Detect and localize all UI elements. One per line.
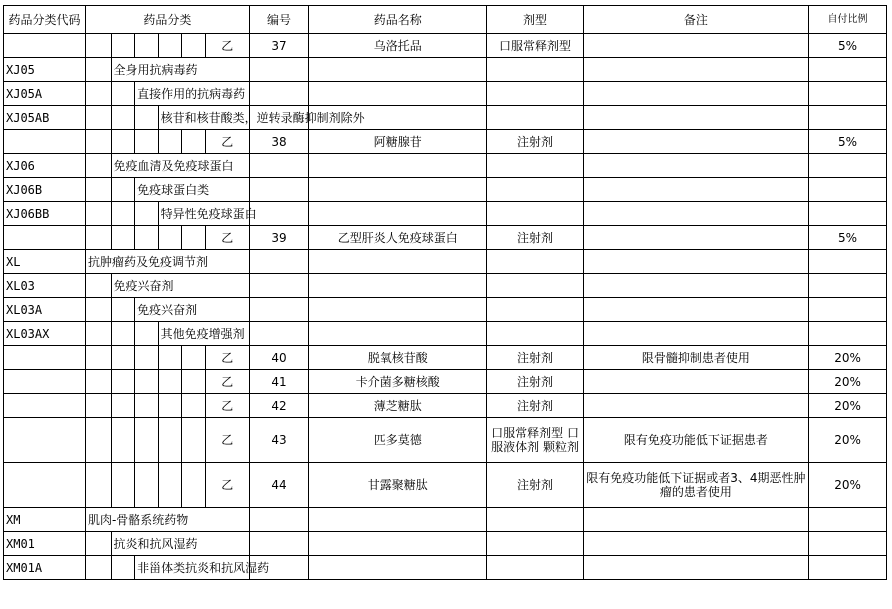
indent-cell bbox=[85, 178, 111, 202]
header-code: 药品分类代码 bbox=[4, 6, 86, 34]
name-cell: 乙型肝炎人免疫球蛋白 bbox=[309, 226, 487, 250]
indent-cell bbox=[111, 178, 135, 202]
remark-cell bbox=[583, 202, 808, 226]
number-cell: 41 bbox=[249, 370, 308, 394]
indent-cell bbox=[111, 322, 135, 346]
indent-cell bbox=[85, 226, 111, 250]
name-cell bbox=[309, 154, 487, 178]
header-dosage-form: 剂型 bbox=[487, 6, 583, 34]
dosage-form-cell: 注射剂 bbox=[487, 346, 583, 370]
indent-cell bbox=[85, 202, 111, 226]
category-label-cell: 其他免疫增强剂 bbox=[158, 322, 249, 346]
number-cell bbox=[249, 508, 308, 532]
remark-cell bbox=[583, 154, 808, 178]
ratio-cell bbox=[809, 178, 887, 202]
indent-cell bbox=[182, 130, 206, 154]
dosage-form-cell: 注射剂 bbox=[487, 394, 583, 418]
name-cell: 匹多莫德 bbox=[309, 418, 487, 463]
dosage-form-cell bbox=[487, 298, 583, 322]
remark-cell bbox=[583, 508, 808, 532]
drug-row bbox=[4, 463, 887, 508]
category-row bbox=[4, 202, 887, 226]
grade-cell: 乙 bbox=[205, 394, 249, 418]
indent-cell bbox=[85, 34, 111, 58]
number-cell bbox=[249, 298, 308, 322]
indent-cell bbox=[182, 34, 206, 58]
dosage-form-cell bbox=[487, 508, 583, 532]
remark-cell: 限有免疫功能低下证据或者3、4期恶性肿瘤的患者使用 bbox=[583, 463, 808, 508]
indent-cell bbox=[85, 556, 111, 580]
ratio-cell bbox=[809, 532, 887, 556]
indent-cell bbox=[111, 82, 135, 106]
indent-cell bbox=[135, 322, 159, 346]
category-row bbox=[4, 58, 887, 82]
ratio-cell bbox=[809, 556, 887, 580]
ratio-cell bbox=[809, 202, 887, 226]
number-cell bbox=[249, 154, 308, 178]
indent-cell bbox=[111, 346, 135, 370]
number-cell: 44 bbox=[249, 463, 308, 508]
indent-cell bbox=[158, 346, 182, 370]
category-row bbox=[4, 154, 887, 178]
ratio-cell: 20% bbox=[809, 463, 887, 508]
dosage-form-cell: 口服常释剂型 bbox=[487, 34, 583, 58]
ratio-cell bbox=[809, 154, 887, 178]
grade-cell: 乙 bbox=[205, 130, 249, 154]
indent-cell bbox=[111, 106, 135, 130]
indent-cell bbox=[158, 34, 182, 58]
indent-cell bbox=[135, 106, 159, 130]
indent-cell bbox=[85, 82, 111, 106]
indent-cell bbox=[135, 463, 159, 508]
number-cell bbox=[249, 178, 308, 202]
dosage-form-cell bbox=[487, 106, 583, 130]
remark-cell bbox=[583, 34, 808, 58]
code-cell: XJ06BB bbox=[4, 202, 86, 226]
name-cell: 乌洛托品 bbox=[309, 34, 487, 58]
code-cell bbox=[4, 370, 86, 394]
category-row bbox=[4, 274, 887, 298]
ratio-cell: 5% bbox=[809, 226, 887, 250]
category-row bbox=[4, 556, 887, 580]
category-row bbox=[4, 178, 887, 202]
header-row bbox=[4, 6, 887, 34]
category-row bbox=[4, 298, 887, 322]
indent-cell bbox=[182, 418, 206, 463]
ratio-cell bbox=[809, 106, 887, 130]
name-cell bbox=[309, 250, 487, 274]
dosage-form-cell bbox=[487, 178, 583, 202]
code-cell bbox=[4, 130, 86, 154]
indent-cell bbox=[85, 298, 111, 322]
name-cell: 薄芝糖肽 bbox=[309, 394, 487, 418]
number-cell bbox=[249, 202, 308, 226]
indent-cell bbox=[111, 418, 135, 463]
ratio-cell: 5% bbox=[809, 130, 887, 154]
ratio-cell: 5% bbox=[809, 34, 887, 58]
dosage-form-cell bbox=[487, 58, 583, 82]
dosage-form-cell: 注射剂 bbox=[487, 463, 583, 508]
indent-cell bbox=[135, 394, 159, 418]
ratio-cell: 20% bbox=[809, 370, 887, 394]
category-row bbox=[4, 322, 887, 346]
dosage-form-cell bbox=[487, 154, 583, 178]
indent-cell bbox=[158, 226, 182, 250]
code-cell bbox=[4, 226, 86, 250]
drug-row bbox=[4, 130, 887, 154]
category-label-cell: 肌肉-骨骼系统药物 bbox=[85, 508, 249, 532]
category-row bbox=[4, 106, 887, 130]
indent-cell bbox=[85, 274, 111, 298]
number-cell bbox=[249, 250, 308, 274]
category-label-cell: 免疫血清及免疫球蛋白 bbox=[111, 154, 249, 178]
ratio-cell bbox=[809, 274, 887, 298]
remark-cell bbox=[583, 532, 808, 556]
indent-cell bbox=[158, 463, 182, 508]
category-label-cell: 抗炎和抗风湿药 bbox=[111, 532, 249, 556]
code-cell: XL03A bbox=[4, 298, 86, 322]
dosage-form-cell bbox=[487, 274, 583, 298]
indent-cell bbox=[135, 370, 159, 394]
indent-cell bbox=[135, 202, 159, 226]
dosage-form-cell bbox=[487, 532, 583, 556]
indent-cell bbox=[135, 226, 159, 250]
name-cell: 卡介菌多糖核酸 bbox=[309, 370, 487, 394]
category-label-cell: 全身用抗病毒药 bbox=[111, 58, 249, 82]
remark-cell bbox=[583, 250, 808, 274]
code-cell: XJ05 bbox=[4, 58, 86, 82]
drug-row bbox=[4, 370, 887, 394]
header-name: 药品名称 bbox=[309, 6, 487, 34]
dosage-form-cell: 口服常释剂型 口服液体剂 颗粒剂 bbox=[487, 418, 583, 463]
indent-cell bbox=[182, 346, 206, 370]
name-cell: 脱氧核苷酸 bbox=[309, 346, 487, 370]
name-cell: 阿糖腺苷 bbox=[309, 130, 487, 154]
number-cell: 39 bbox=[249, 226, 308, 250]
code-cell bbox=[4, 394, 86, 418]
category-label-cell: 核苷和核苷酸类，逆转录酶抑制剂除外 bbox=[158, 106, 249, 130]
indent-cell bbox=[111, 556, 135, 580]
remark-cell bbox=[583, 130, 808, 154]
indent-cell bbox=[85, 532, 111, 556]
ratio-cell bbox=[809, 508, 887, 532]
code-cell: XM bbox=[4, 508, 86, 532]
category-label-cell: 非甾体类抗炎和抗风湿药 bbox=[135, 556, 250, 580]
remark-cell bbox=[583, 178, 808, 202]
indent-cell bbox=[85, 418, 111, 463]
indent-cell bbox=[111, 463, 135, 508]
dosage-form-cell: 注射剂 bbox=[487, 130, 583, 154]
number-cell: 38 bbox=[249, 130, 308, 154]
indent-cell bbox=[182, 226, 206, 250]
grade-cell: 乙 bbox=[205, 370, 249, 394]
remark-cell bbox=[583, 370, 808, 394]
name-cell bbox=[309, 298, 487, 322]
category-label-cell: 免疫兴奋剂 bbox=[111, 274, 249, 298]
name-cell bbox=[309, 508, 487, 532]
drug-row bbox=[4, 34, 887, 58]
remark-cell bbox=[583, 322, 808, 346]
ratio-cell bbox=[809, 82, 887, 106]
indent-cell bbox=[158, 130, 182, 154]
grade-cell: 乙 bbox=[205, 226, 249, 250]
indent-cell bbox=[135, 418, 159, 463]
code-cell bbox=[4, 346, 86, 370]
indent-cell bbox=[158, 394, 182, 418]
code-cell: XM01A bbox=[4, 556, 86, 580]
drug-row bbox=[4, 346, 887, 370]
code-cell bbox=[4, 34, 86, 58]
drug-catalog-table bbox=[3, 5, 887, 580]
indent-cell bbox=[111, 202, 135, 226]
ratio-cell bbox=[809, 250, 887, 274]
number-cell: 40 bbox=[249, 346, 308, 370]
ratio-cell bbox=[809, 58, 887, 82]
ratio-cell bbox=[809, 322, 887, 346]
indent-cell bbox=[158, 418, 182, 463]
remark-cell bbox=[583, 58, 808, 82]
remark-cell bbox=[583, 274, 808, 298]
indent-cell bbox=[85, 394, 111, 418]
category-label-cell: 直接作用的抗病毒药 bbox=[135, 82, 250, 106]
code-cell bbox=[4, 418, 86, 463]
name-cell bbox=[309, 202, 487, 226]
number-cell bbox=[249, 82, 308, 106]
name-cell bbox=[309, 556, 487, 580]
indent-cell bbox=[135, 346, 159, 370]
indent-cell bbox=[85, 322, 111, 346]
indent-cell bbox=[111, 226, 135, 250]
code-cell: XJ06B bbox=[4, 178, 86, 202]
dosage-form-cell bbox=[487, 82, 583, 106]
header-remark: 备注 bbox=[583, 6, 808, 34]
indent-cell bbox=[111, 298, 135, 322]
number-cell bbox=[249, 274, 308, 298]
remark-cell: 限有免疫功能低下证据患者 bbox=[583, 418, 808, 463]
number-cell bbox=[249, 532, 308, 556]
indent-cell bbox=[85, 58, 111, 82]
ratio-cell: 20% bbox=[809, 394, 887, 418]
drug-row bbox=[4, 394, 887, 418]
dosage-form-cell bbox=[487, 322, 583, 346]
name-cell bbox=[309, 82, 487, 106]
indent-cell bbox=[135, 130, 159, 154]
code-cell: XL03 bbox=[4, 274, 86, 298]
ratio-cell: 20% bbox=[809, 418, 887, 463]
indent-cell bbox=[85, 130, 111, 154]
grade-cell: 乙 bbox=[205, 418, 249, 463]
dosage-form-cell bbox=[487, 556, 583, 580]
indent-cell bbox=[111, 394, 135, 418]
indent-cell bbox=[85, 463, 111, 508]
remark-cell bbox=[583, 298, 808, 322]
dosage-form-cell: 注射剂 bbox=[487, 226, 583, 250]
ratio-cell: 20% bbox=[809, 346, 887, 370]
indent-cell bbox=[111, 130, 135, 154]
indent-cell bbox=[85, 106, 111, 130]
ratio-cell bbox=[809, 298, 887, 322]
category-label-cell: 抗肿瘤药及免疫调节剂 bbox=[85, 250, 249, 274]
remark-cell bbox=[583, 556, 808, 580]
name-cell: 甘露聚糖肽 bbox=[309, 463, 487, 508]
drug-catalog-sheet bbox=[3, 5, 889, 580]
number-cell: 37 bbox=[249, 34, 308, 58]
remark-cell bbox=[583, 82, 808, 106]
category-row bbox=[4, 508, 887, 532]
code-cell: XJ05AB bbox=[4, 106, 86, 130]
remark-cell bbox=[583, 226, 808, 250]
indent-cell bbox=[85, 370, 111, 394]
indent-cell bbox=[182, 463, 206, 508]
header-self-pay-ratio: 自付比例 bbox=[809, 6, 887, 34]
code-cell bbox=[4, 463, 86, 508]
indent-cell bbox=[182, 394, 206, 418]
indent-cell bbox=[111, 34, 135, 58]
code-cell: XJ06 bbox=[4, 154, 86, 178]
name-cell bbox=[309, 58, 487, 82]
dosage-form-cell bbox=[487, 250, 583, 274]
name-cell bbox=[309, 178, 487, 202]
name-cell bbox=[309, 322, 487, 346]
number-cell bbox=[249, 58, 308, 82]
code-cell: XL03AX bbox=[4, 322, 86, 346]
name-cell bbox=[309, 532, 487, 556]
indent-cell bbox=[85, 346, 111, 370]
indent-cell bbox=[158, 370, 182, 394]
code-cell: XJ05A bbox=[4, 82, 86, 106]
category-row bbox=[4, 82, 887, 106]
name-cell bbox=[309, 274, 487, 298]
code-cell: XL bbox=[4, 250, 86, 274]
remark-cell: 限骨髓抑制患者使用 bbox=[583, 346, 808, 370]
indent-cell bbox=[182, 370, 206, 394]
code-cell: XM01 bbox=[4, 532, 86, 556]
dosage-form-cell: 注射剂 bbox=[487, 370, 583, 394]
number-cell bbox=[249, 322, 308, 346]
number-cell: 43 bbox=[249, 418, 308, 463]
header-category: 药品分类 bbox=[85, 6, 249, 34]
grade-cell: 乙 bbox=[205, 463, 249, 508]
number-cell: 42 bbox=[249, 394, 308, 418]
drug-row bbox=[4, 418, 887, 463]
grade-cell: 乙 bbox=[205, 34, 249, 58]
indent-cell bbox=[85, 154, 111, 178]
grade-cell: 乙 bbox=[205, 346, 249, 370]
remark-cell bbox=[583, 394, 808, 418]
category-label-cell: 免疫球蛋白类 bbox=[135, 178, 250, 202]
header-number: 编号 bbox=[249, 6, 308, 34]
category-label-cell: 特异性免疫球蛋白 bbox=[158, 202, 249, 226]
indent-cell bbox=[135, 34, 159, 58]
category-row bbox=[4, 250, 887, 274]
remark-cell bbox=[583, 106, 808, 130]
dosage-form-cell bbox=[487, 202, 583, 226]
indent-cell bbox=[111, 370, 135, 394]
category-label-cell: 免疫兴奋剂 bbox=[135, 298, 250, 322]
category-row bbox=[4, 532, 887, 556]
drug-row bbox=[4, 226, 887, 250]
